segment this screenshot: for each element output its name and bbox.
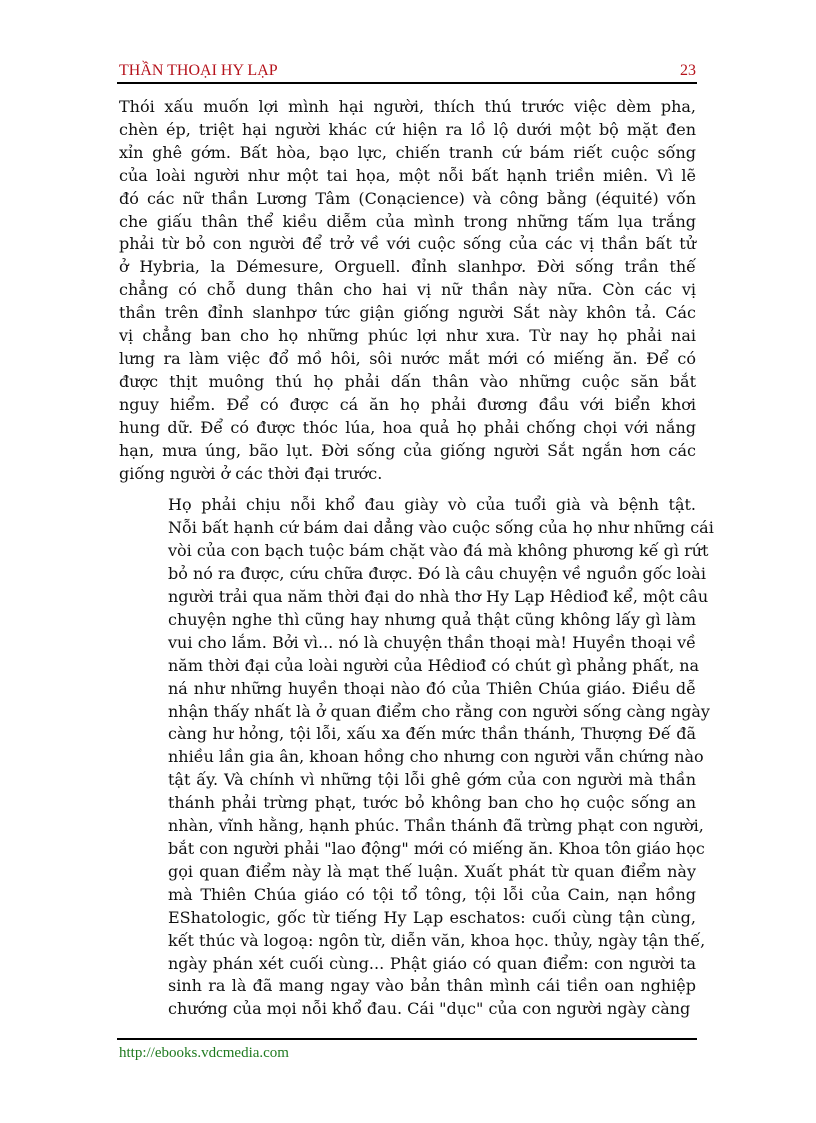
text-line: nhàn, vĩnh hằng, hạnh phúc. Thần thánh đã trừng phạt con người, (168, 816, 704, 836)
paragraph (119, 96, 696, 485)
text-line: của loài người như một tai họa, một nỗi bất hạnh triền miên. Vì lẽ (119, 165, 696, 185)
page-number: 23 (680, 62, 696, 79)
header-rule (117, 82, 697, 84)
text-line: thần trên đỉnh slanhpơ tức giận giống người Sắt này khôn tả. Các (119, 303, 696, 323)
text-line: nguy hiểm. Để có được cá ăn họ phải đương đầu với biển khơi (119, 394, 696, 414)
text-line: thánh phải trừng phạt, tước bỏ không ban cho họ cuộc sống an (168, 793, 696, 813)
text-line: che giấu thân thể kiều diễm của mình trong những tấm lụa trắng (119, 211, 696, 231)
text-line: vòi của con bạch tuộc bám chặt vào đá mà không phương kế gì rứt (168, 541, 709, 561)
text-line: được thịt muông thú họ phải dấn thân vào những cuộc săn bắt (119, 371, 696, 391)
paragraph (119, 494, 714, 1021)
text-line: đó các nữ thần Lương Tâm (Conạcience) và công bằng (équité) vốn (119, 188, 696, 208)
text-line: Nỗi bất hạnh cứ bám dai dẳng vào cuộc sống của họ như những cái (168, 518, 714, 538)
text-line: xỉn ghê gớm. Bất hòa, bạo lực, chiến tranh cứ bám riết cuộc sống (119, 142, 696, 162)
text-line: phải từ bỏ con người để trở về với cuộc sống của các vị thần bất tử (119, 234, 696, 254)
text-line: hạn, mưa úng, bão lụt. Đời sống của giống người Sắt ngắn hơn các (119, 440, 696, 460)
text-line: hung dữ. Để có được thóc lúa, hoa quả họ phải chống chọi với nắng (119, 417, 696, 437)
text-line: tật ấy. Và chính vì những tội lỗi ghê gớm của con người mà thần (168, 770, 696, 790)
text-line: lưng ra làm việc đổ mồ hôi, sôi nước mắt mới có miếng ăn. Để có (119, 348, 696, 368)
text-line: kết thúc và logoạ: ngôn từ, diễn văn, khoa học. thủy, ngày tận thế, (168, 930, 706, 950)
text-line: mà Thiên Chúa giáo có tội tổ tông, tội lỗi của Cain, nạn hồng (168, 884, 696, 904)
text-line: ná như những huyền thoại nào đó của Thiên Chúa giáo. Điều dễ (168, 678, 696, 698)
text-line: gọi quan điểm này là mạt thế luận. Xuất phát từ quan điểm này (168, 861, 696, 881)
text-line: giống người ở các thời đại trước. (119, 463, 383, 483)
text-line: bắt con người phải "lao động" mới có miếng ăn. Khoa tôn giáo học (168, 839, 705, 858)
text-line: Họ phải chịu nỗi khổ đau giày vò của tuổi già và bệnh tật. (168, 495, 696, 515)
footer-link[interactable]: http://ebooks.vdcmedia.com (119, 1045, 289, 1061)
text-line: Thói xấu muốn lợi mình hại người, thích thú trước việc dèm pha, (119, 97, 696, 116)
text-line: vị chẳng ban cho họ những phúc lợi như xưa. Từ nay họ phải nai (119, 326, 696, 346)
text-line: càng hư hỏng, tội lỗi, xấu xa đến mức thần thánh, Thượng Đế đã (168, 724, 696, 744)
text-line: năm thời đại của loài người của Hêdiođ có chút gì phảng phất, na (168, 655, 700, 675)
text-line: chướng của mọi nỗi khổ đau. Cái "dục" của con người ngày càng (168, 999, 691, 1019)
text-line: người trải qua năm thời đại do nhà thơ Hy Lạp Hêdiođ kể, một câu (168, 587, 709, 607)
text-line: EShatologic, gốc từ tiếng Hy Lạp eschatos: cuối cùng tận cùng, (168, 907, 696, 927)
body-text (119, 96, 714, 1021)
book-title: THẦN THOẠI HY LẠP (119, 62, 278, 79)
text-line: nhận thấy nhất là ở quan điểm cho rằng con người sống càng ngày (168, 701, 710, 721)
text-line: ngày phán xét cuối cùng... Phật giáo có quan điểm: con người ta (168, 953, 696, 973)
text-line: nhiều lần gia ân, khoan hồng cho nhưng con người vẫn chứng nào (168, 747, 704, 767)
text-line: vui cho lắm. Bởi vì... nó là chuyện thần thoại mà! Huyền thoại về (168, 632, 696, 652)
text-line: ở Hybria, la Démesure, Orguell. đỉnh slanhpơ. Đời sống trần thế (119, 257, 696, 277)
text-line: sinh ra là đã mang ngay vào bản thân mình cái tiền oan nghiệp (168, 976, 696, 996)
text-line: chuyện nghe thì cũng hay nhưng quả thật cũng không lấy gì làm (168, 609, 696, 629)
text-line: bỏ nó ra được, cứu chữa được. Đó là câu chuyện về nguồn gốc loài (168, 564, 706, 584)
page-header (119, 60, 697, 84)
text-line: chẳng có chỗ dung thân cho hai vị nữ thần này nữa. Còn các vị (119, 280, 696, 300)
footer-rule (117, 1038, 697, 1040)
text-line: chèn ép, triệt hại người khác cứ hiện ra lồ lộ dưới một bộ mặt đen (119, 119, 696, 139)
